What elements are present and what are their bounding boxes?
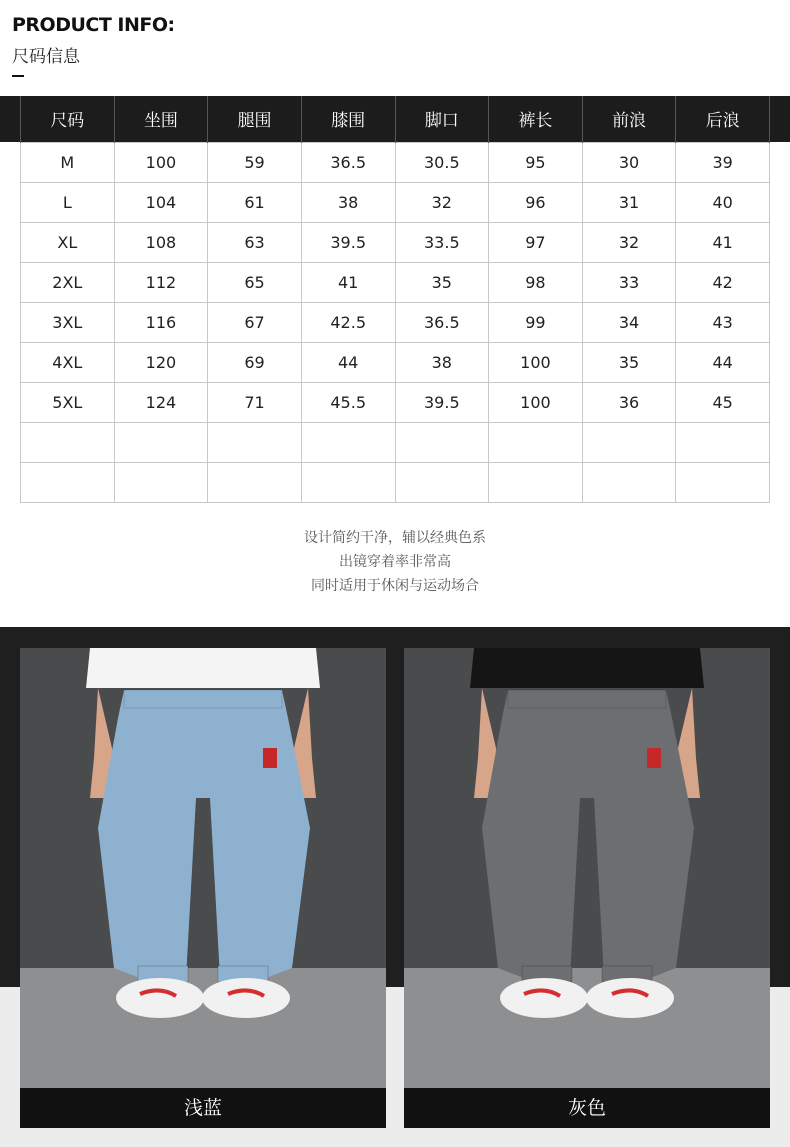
col-header-knee: 膝围 <box>301 96 395 142</box>
product-photo-gray[interactable] <box>404 648 770 1128</box>
table-cell: 112 <box>114 262 208 302</box>
table-cell <box>114 462 208 502</box>
table-cell <box>301 462 395 502</box>
table-row <box>21 302 770 342</box>
table-row <box>21 222 770 262</box>
table-cell: 100 <box>114 142 208 182</box>
table-cell <box>676 462 770 502</box>
jeans-illustration <box>20 648 386 1088</box>
table-cell: 36.5 <box>301 142 395 182</box>
table-header-row <box>21 96 770 142</box>
table-cell: 39 <box>676 142 770 182</box>
table-cell: 59 <box>208 142 302 182</box>
table-cell: 124 <box>114 382 208 422</box>
col-header-back-rise: 后浪 <box>676 96 770 142</box>
table-cell: 63 <box>208 222 302 262</box>
table-cell <box>301 422 395 462</box>
slogan-line: 同时适用于休闲与运动场合 <box>311 578 479 594</box>
table-cell: 69 <box>208 342 302 382</box>
slogan-line: 设计简约干净，辅以经典色系 <box>304 530 486 546</box>
table-cell: 104 <box>114 182 208 222</box>
product-info-header <box>12 14 175 77</box>
table-cell: 36 <box>582 382 676 422</box>
table-cell: 3XL <box>21 302 115 342</box>
table-cell: 32 <box>395 182 489 222</box>
col-header-seat: 坐围 <box>114 96 208 142</box>
table-cell: 41 <box>676 222 770 262</box>
table-cell: 100 <box>489 382 583 422</box>
table-cell: 65 <box>208 262 302 302</box>
table-cell: 30.5 <box>395 142 489 182</box>
table-cell: 41 <box>301 262 395 302</box>
table-cell: 33 <box>582 262 676 302</box>
sneaker-left <box>116 978 204 1018</box>
table-cell: 42.5 <box>301 302 395 342</box>
sweatshirt <box>470 648 704 688</box>
table-cell: 61 <box>208 182 302 222</box>
col-header-front-rise: 前浪 <box>582 96 676 142</box>
color-caption: 浅蓝 <box>20 1088 386 1128</box>
table-cell: 39.5 <box>301 222 395 262</box>
table-cell: 36.5 <box>395 302 489 342</box>
sweatshirt <box>86 648 320 688</box>
table-cell <box>582 422 676 462</box>
table-row <box>21 342 770 382</box>
table-cell: L <box>21 182 115 222</box>
table-cell: 116 <box>114 302 208 342</box>
table-cell <box>489 422 583 462</box>
table-cell <box>395 462 489 502</box>
table-cell: 96 <box>489 182 583 222</box>
slogan <box>0 526 790 598</box>
size-info-title: 尺码信息 <box>12 47 80 67</box>
table-cell: 71 <box>208 382 302 422</box>
table-cell: 45.5 <box>301 382 395 422</box>
table-cell <box>395 422 489 462</box>
size-table <box>20 96 770 503</box>
table-cell: 44 <box>301 342 395 382</box>
jeans-illustration <box>404 648 770 1088</box>
table-cell: 99 <box>489 302 583 342</box>
table-cell: 67 <box>208 302 302 342</box>
table-row <box>21 142 770 182</box>
table-cell: 100 <box>489 342 583 382</box>
col-header-thigh: 腿围 <box>208 96 302 142</box>
sneaker-right <box>202 978 290 1018</box>
table-cell: 42 <box>676 262 770 302</box>
table-cell: 44 <box>676 342 770 382</box>
product-info-title: PRODUCT INFO: <box>12 14 175 36</box>
col-header-size: 尺码 <box>21 96 115 142</box>
table-cell <box>582 462 676 502</box>
table-cell: 45 <box>676 382 770 422</box>
flag-patch <box>263 748 277 768</box>
table-cell: 34 <box>582 302 676 342</box>
table-row <box>21 422 770 462</box>
table-cell <box>208 422 302 462</box>
waistband <box>124 690 282 708</box>
studio-floor <box>404 968 770 1088</box>
table-cell: 32 <box>582 222 676 262</box>
col-header-length: 裤长 <box>489 96 583 142</box>
waistband <box>508 690 666 708</box>
table-cell: 97 <box>489 222 583 262</box>
table-row <box>21 462 770 502</box>
table-cell: 5XL <box>21 382 115 422</box>
table-cell: M <box>21 142 115 182</box>
table-cell: 2XL <box>21 262 115 302</box>
table-cell: 120 <box>114 342 208 382</box>
table-cell <box>208 462 302 502</box>
studio-floor <box>20 968 386 1088</box>
table-cell: 33.5 <box>395 222 489 262</box>
table-cell <box>21 462 115 502</box>
sneaker-left <box>500 978 588 1018</box>
table-cell: 39.5 <box>395 382 489 422</box>
table-cell: XL <box>21 222 115 262</box>
sneaker-right <box>586 978 674 1018</box>
table-cell <box>21 422 115 462</box>
table-cell: 43 <box>676 302 770 342</box>
table-cell: 38 <box>301 182 395 222</box>
product-photo-light-blue[interactable] <box>20 648 386 1128</box>
table-row <box>21 262 770 302</box>
table-cell: 98 <box>489 262 583 302</box>
table-cell: 30 <box>582 142 676 182</box>
table-cell: 31 <box>582 182 676 222</box>
table-cell <box>114 422 208 462</box>
table-cell: 95 <box>489 142 583 182</box>
table-row <box>21 182 770 222</box>
col-header-hem: 脚口 <box>395 96 489 142</box>
table-cell: 35 <box>395 262 489 302</box>
table-cell: 108 <box>114 222 208 262</box>
flag-patch <box>647 748 661 768</box>
table-cell: 38 <box>395 342 489 382</box>
title-dash <box>12 75 24 77</box>
color-caption: 灰色 <box>404 1088 770 1128</box>
table-cell: 35 <box>582 342 676 382</box>
table-cell: 4XL <box>21 342 115 382</box>
table-cell: 40 <box>676 182 770 222</box>
table-row <box>21 382 770 422</box>
table-cell <box>676 422 770 462</box>
table-cell <box>489 462 583 502</box>
slogan-line: 出镜穿着率非常高 <box>339 554 451 570</box>
